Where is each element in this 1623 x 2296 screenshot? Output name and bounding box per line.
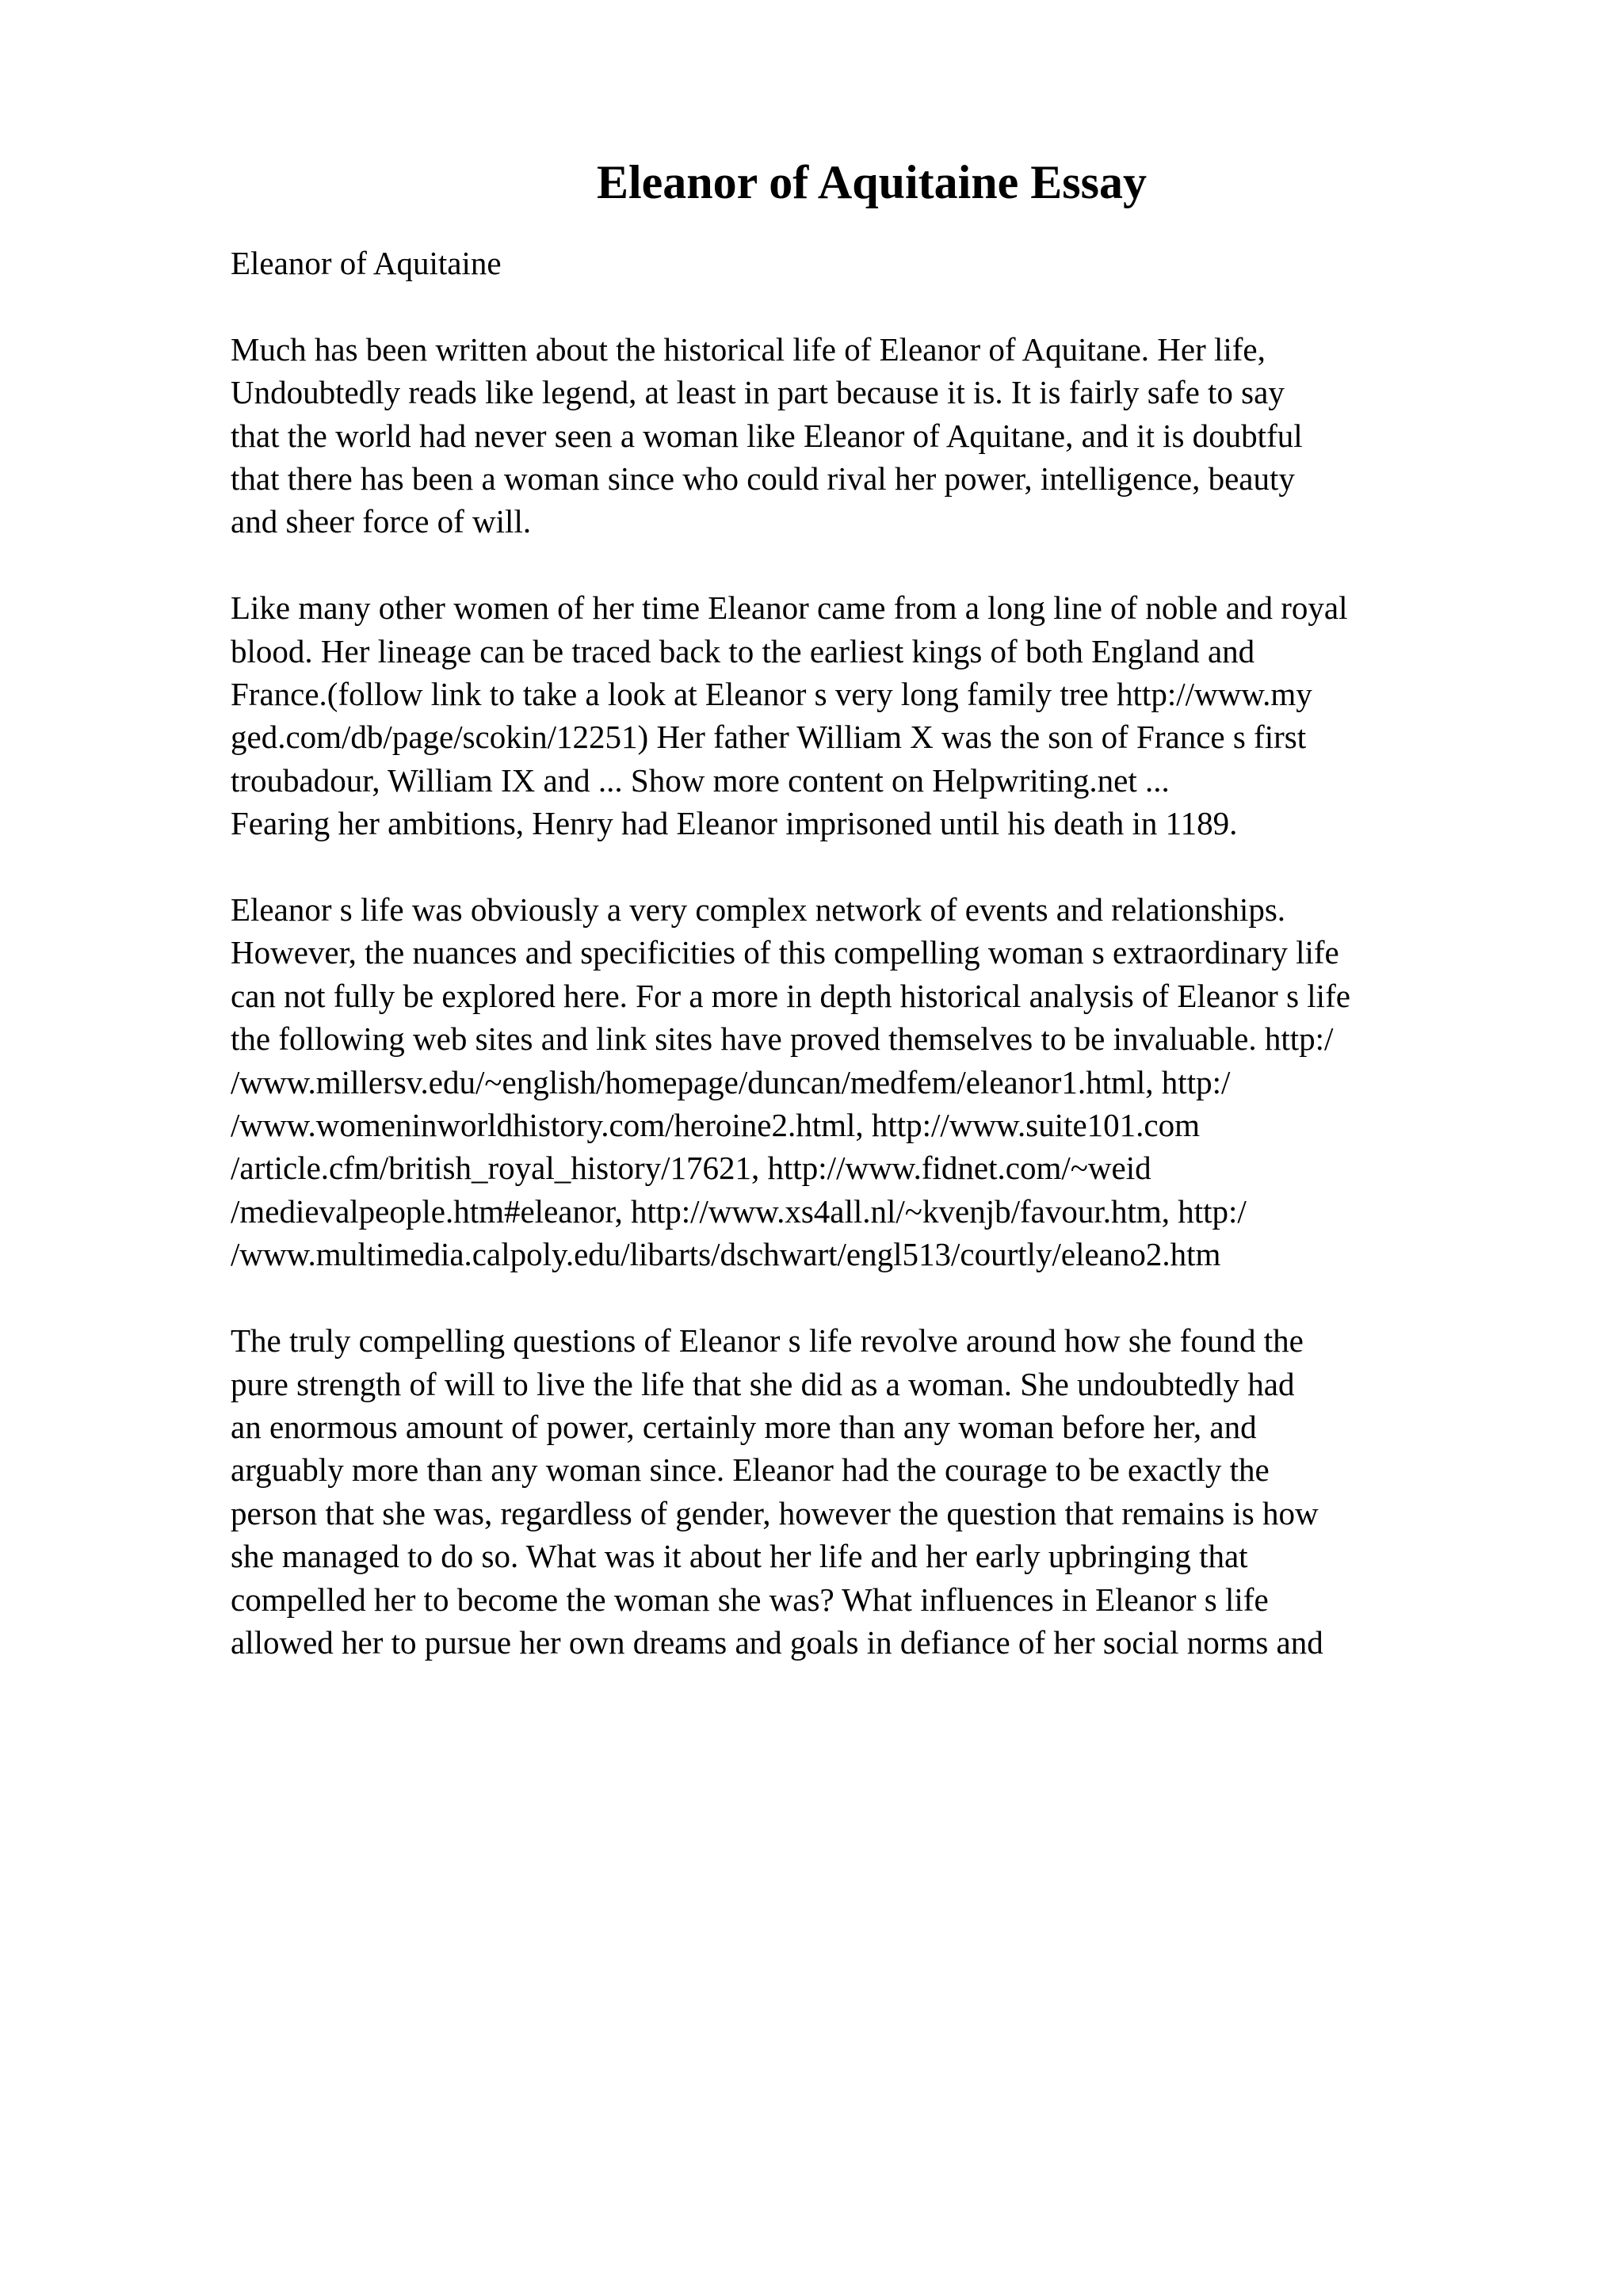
text-line: that the world had never seen a woman like Eleanor of Aquitane, and it is doubtful xyxy=(231,417,1303,454)
text-line: Undoubtedly reads like legend, at least in part because it is. It is fairly safe to say xyxy=(231,374,1285,411)
text-line: that there has been a woman since who could rival her power, intelligence, beauty xyxy=(231,460,1295,498)
text-line: The truly compelling questions of Eleanor s life revolve around how she found the xyxy=(231,1322,1304,1360)
text-line: Much has been written about the historical life of Eleanor of Aquitane. Her life, xyxy=(231,330,1266,368)
text-line: ged.com/db/page/scokin/12251) Her father William X was the son of France s first xyxy=(231,719,1307,756)
text-line: compelled her to become the woman she was? What influences in Eleanor s life xyxy=(231,1581,1269,1618)
text-line: Eleanor s life was obviously a very complex network of events and relationships. xyxy=(231,891,1286,929)
text-line: /www.multimedia.calpoly.edu/libarts/dschwart/engl513/courtly/eleano2.htm xyxy=(231,1236,1221,1273)
text-line: /article.cfm/british_royal_history/17621, http://www.fidnet.com/~weid xyxy=(231,1150,1151,1187)
text-line: person that she was, regardless of gender, however the question that remains is how xyxy=(231,1494,1319,1531)
text-line: However, the nuances and specificities of this compelling woman s extraordinary life xyxy=(231,934,1339,971)
essay-body xyxy=(231,242,1530,1664)
paragraph-3 xyxy=(231,888,1530,1276)
paragraph-4 xyxy=(231,1319,1530,1664)
text-line: an enormous amount of power, certainly more than any woman before her, and xyxy=(231,1408,1257,1445)
paragraph-1 xyxy=(231,328,1530,543)
text-line: pure strength of will to live the life that she did as a woman. She undoubtedly had xyxy=(231,1365,1295,1402)
paragraph-2 xyxy=(231,586,1530,845)
essay-title: Eleanor of Aquitaine Essay xyxy=(596,156,1147,208)
text-line: /www.millersv.edu/~english/homepage/duncan/medfem/eleanor1.html, http:/ xyxy=(231,1063,1231,1100)
text-line: allowed her to pursue her own dreams and goals in defiance of her social norms and xyxy=(231,1623,1323,1661)
text-line: /medievalpeople.htm#eleanor, http://www.xs4all.nl/~kvenjb/favour.htm, http:/ xyxy=(231,1192,1247,1230)
text-line: arguably more than any woman since. Eleanor had the courage to be exactly the xyxy=(231,1451,1270,1489)
text-line: Fearing her ambitions, Henry had Eleanor imprisoned until his death in 1189. xyxy=(231,805,1238,842)
text-line: /www.womeninworldhistory.com/heroine2.html, http://www.suite101.com xyxy=(231,1107,1201,1144)
text-line: troubadour, William IX and ... Show more content on Helpwriting.net ... xyxy=(231,761,1170,799)
text-line: blood. Her lineage can be traced back to the earliest kings of both England and xyxy=(231,632,1255,669)
text-line: the following web sites and link sites have proved themselves to be invaluable. http:/ xyxy=(231,1020,1334,1058)
essay-subtitle: Eleanor of Aquitaine xyxy=(231,245,502,281)
text-line: can not fully be explored here. For a more in depth historical analysis of Eleanor s life xyxy=(231,977,1350,1014)
text-line: she managed to do so. What was it about her life and her early upbringing that xyxy=(231,1538,1248,1575)
text-line: France.(follow link to take a look at Eleanor s very long family tree http://www.my xyxy=(231,676,1312,713)
text-line: and sheer force of will. xyxy=(231,503,532,540)
text-line: Like many other women of her time Eleanor came from a long line of noble and royal xyxy=(231,589,1348,627)
